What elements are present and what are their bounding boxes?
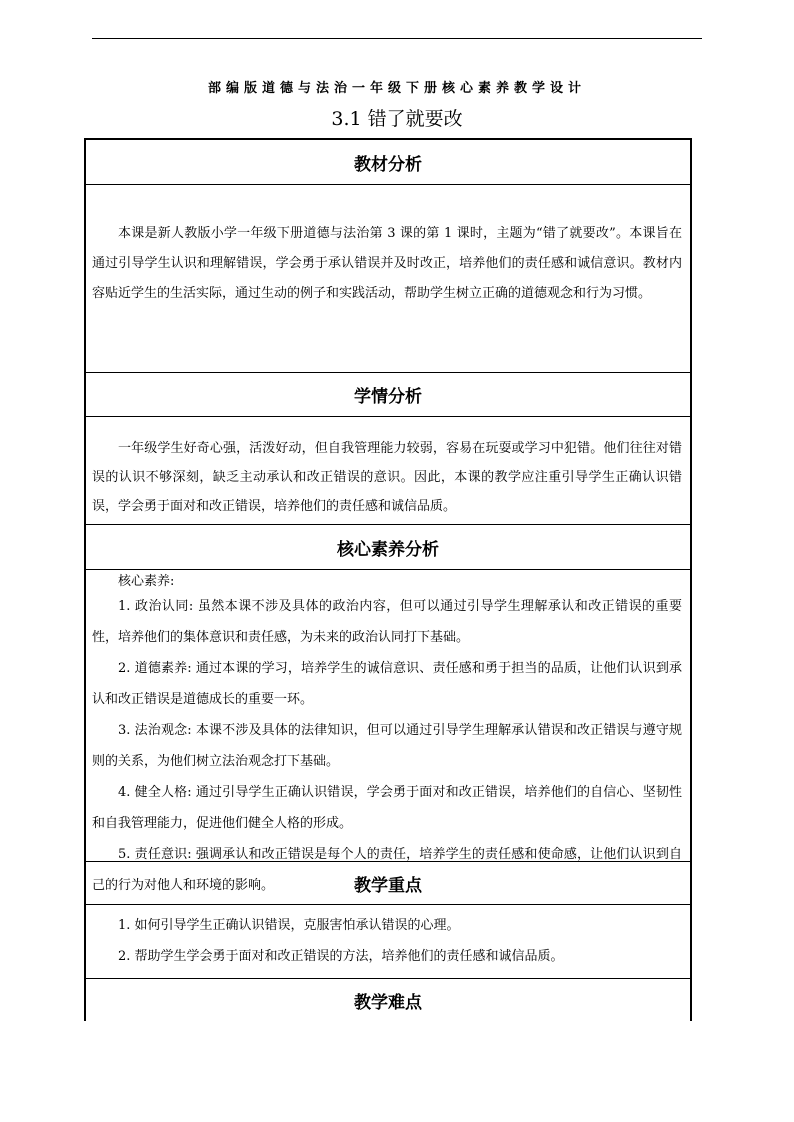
document-heading: 部编版道德与法治一年级下册核心素养教学设计 (207, 81, 586, 96)
header-rule (92, 38, 702, 39)
list-item: 1. 政治认同: 虽然本课不涉及具体的政治内容，但可以通过引导学生理解承认和改正错误的重要性，培养他们的集体意识和责任感，为未来的政治认同打下基础。 (92, 599, 682, 645)
list-item: 3. 法治观念: 本课不涉及具体的法律知识，但可以通过引导学生理解承认错误和改正错误与遵守规则的关系，为他们树立法治观念打下基础。 (92, 723, 682, 769)
list-item: 2. 帮助学生学会勇于面对和改正错误的方法，培养他们的责任感和诚信品质。 (118, 949, 564, 964)
section-body-textbook-analysis (86, 185, 690, 373)
section-body-student-analysis (86, 417, 690, 525)
list-item: 1. 如何引导学生正确认识错误，克服害怕承认错误的心理。 (118, 918, 460, 933)
section-body-teaching-focus (86, 905, 690, 979)
list-item: 2. 道德素养: 通过本课的学习，培养学生的诚信意识、责任感和勇于担当的品质，让他们认识到承认和改正错误是道德成长的重要一环。 (92, 661, 682, 707)
list-item: 5. 责任意识: 强调承认和改正错误是每个人的责任，培养学生的责任感和使命感，让他们认识到自己的行为对他人和环境的影响。 (92, 847, 682, 893)
core-literacy-label: 核心素养: (118, 574, 175, 589)
lesson-title: 3.1 错了就要改 (331, 108, 463, 130)
list-item: 4. 健全人格: 通过引导学生正确认识错误，学会勇于面对和改正错误，培养他们的自信心、坚韧性和自我管理能力，促进他们健全人格的形成。 (92, 785, 682, 831)
section-header-student-analysis (86, 373, 690, 417)
section-header-teaching-difficulty (86, 979, 690, 1021)
section-title: 教学重点 (354, 875, 422, 896)
section-title: 核心素养分析 (337, 539, 439, 560)
section-header-core-literacy (86, 525, 690, 570)
section-header-textbook-analysis (86, 140, 690, 185)
textbook-analysis-paragraph: 本课是新人教版小学一年级下册道德与法治第 3 课的第 1 课时，主题为“错了就要改”。本课旨在通过引导学生认识和理解错误，学会勇于承认错误并及时改正，培养他们的责任感和诚信意识。教材内容贴近学生的生活实际，通过生动的例子和实践活动，帮助学生树立正确的道德观念和行为习惯。 (92, 226, 682, 301)
section-title: 教材分析 (354, 154, 422, 175)
student-analysis-paragraph: 一年级学生好奇心强，活泼好动，但自我管理能力较弱，容易在玩耍或学习中犯错。他们往往对错误的认识不够深刻，缺乏主动承认和改正错误的意识。因此，本课的教学应注重引导学生正确认识错误，学会勇于面对和改正错误，培养他们的责任感和诚信品质。 (92, 441, 682, 514)
section-title: 教学难点 (354, 992, 422, 1013)
lesson-plan-table (84, 138, 692, 1021)
section-title: 学情分析 (354, 387, 422, 407)
